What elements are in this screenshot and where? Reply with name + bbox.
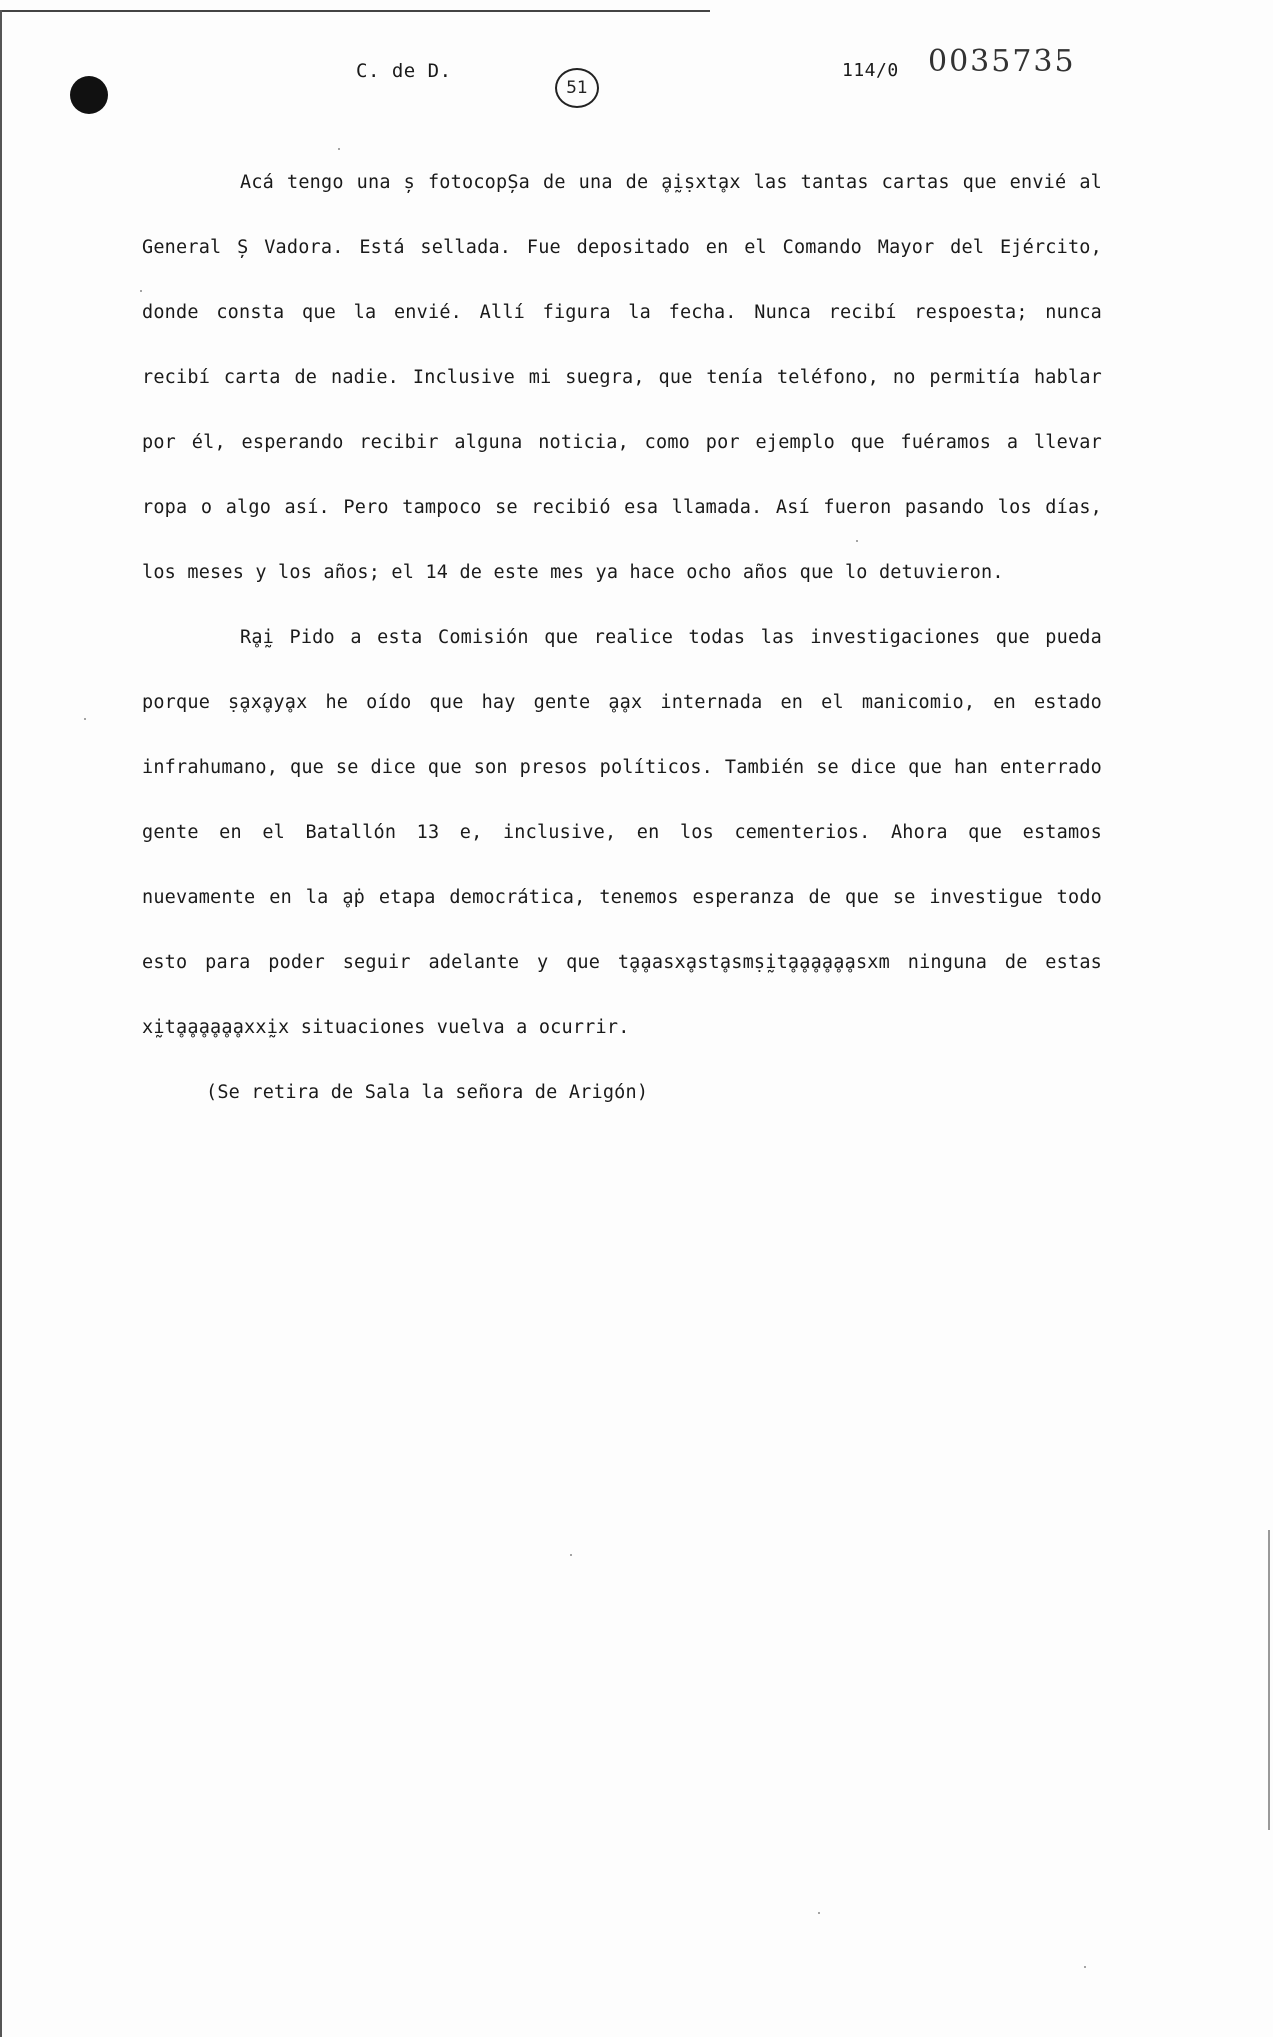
header-folio: 114/0 [842, 60, 899, 81]
stamped-document-number: 0035735 [928, 44, 1076, 79]
paper-speck [570, 1554, 572, 1556]
paper-speck [818, 1912, 820, 1914]
paragraph-testimony-2: Rḁḭ Pido a esta Comisión que realice todas las investigaciones que pueda porque ṣḁxḁyḁx he oído que hay gente ḁḁx internada en el manicomio, en estado infrahumano, que se dice que son presos políticos. También se dice que han enterrado gente en el Batallón 13 e, inclusive, en los cementerios. Ahora que estamos nuevamente en la ḁṗ etapa democrática, tenemos esperanza de que se investigue todo esto para poder seguir adelante y que tḁḁasxḁstḁsmṣḭtḁḁḁḁḁḁsxm ninguna de estas xḭtḁḁḁḁḁḁxxḭx situaciones vuelva a ocurrir. [142, 627, 1102, 1038]
closing-stage-direction: (Se retira de Sala la señora de Arigón) [206, 1082, 649, 1103]
circled-page-number: 51 [555, 68, 599, 108]
header-left-label: C. de D. [356, 60, 452, 82]
paper-speck [140, 290, 142, 292]
punch-hole-mark [70, 76, 108, 114]
document-body [142, 150, 1102, 1125]
paper-speck [84, 718, 86, 720]
paper-speck [1084, 1966, 1086, 1968]
paper-speck [338, 148, 340, 150]
page-edge-right [1268, 1530, 1270, 1830]
paragraph-testimony-1: Acá tengo una ș fotocopȘa de una de ḁḭṣxtḁx las tantas cartas que envié al General Ș Vadora. Está sellada. Fue depositado en el Comando Mayor del Ejército, donde consta que la envié. Allí figura la fecha. Nunca recibí respoesta; nunca recibí carta de nadie. Inclusive mi suegra, que tenía teléfono, no permitía hablar por él, esperando recibir alguna noticia, como por ejemplo que fuéramos a llevar ropa o algo así. Pero tampoco se recibió esa llamada. Así fueron pasando los días, los meses y los años; el 14 de este mes ya hace ocho años que lo detuvieron. [142, 172, 1102, 583]
paper-speck [856, 540, 858, 542]
page-edge-left [0, 10, 2, 2037]
page-edge-top [0, 10, 710, 12]
